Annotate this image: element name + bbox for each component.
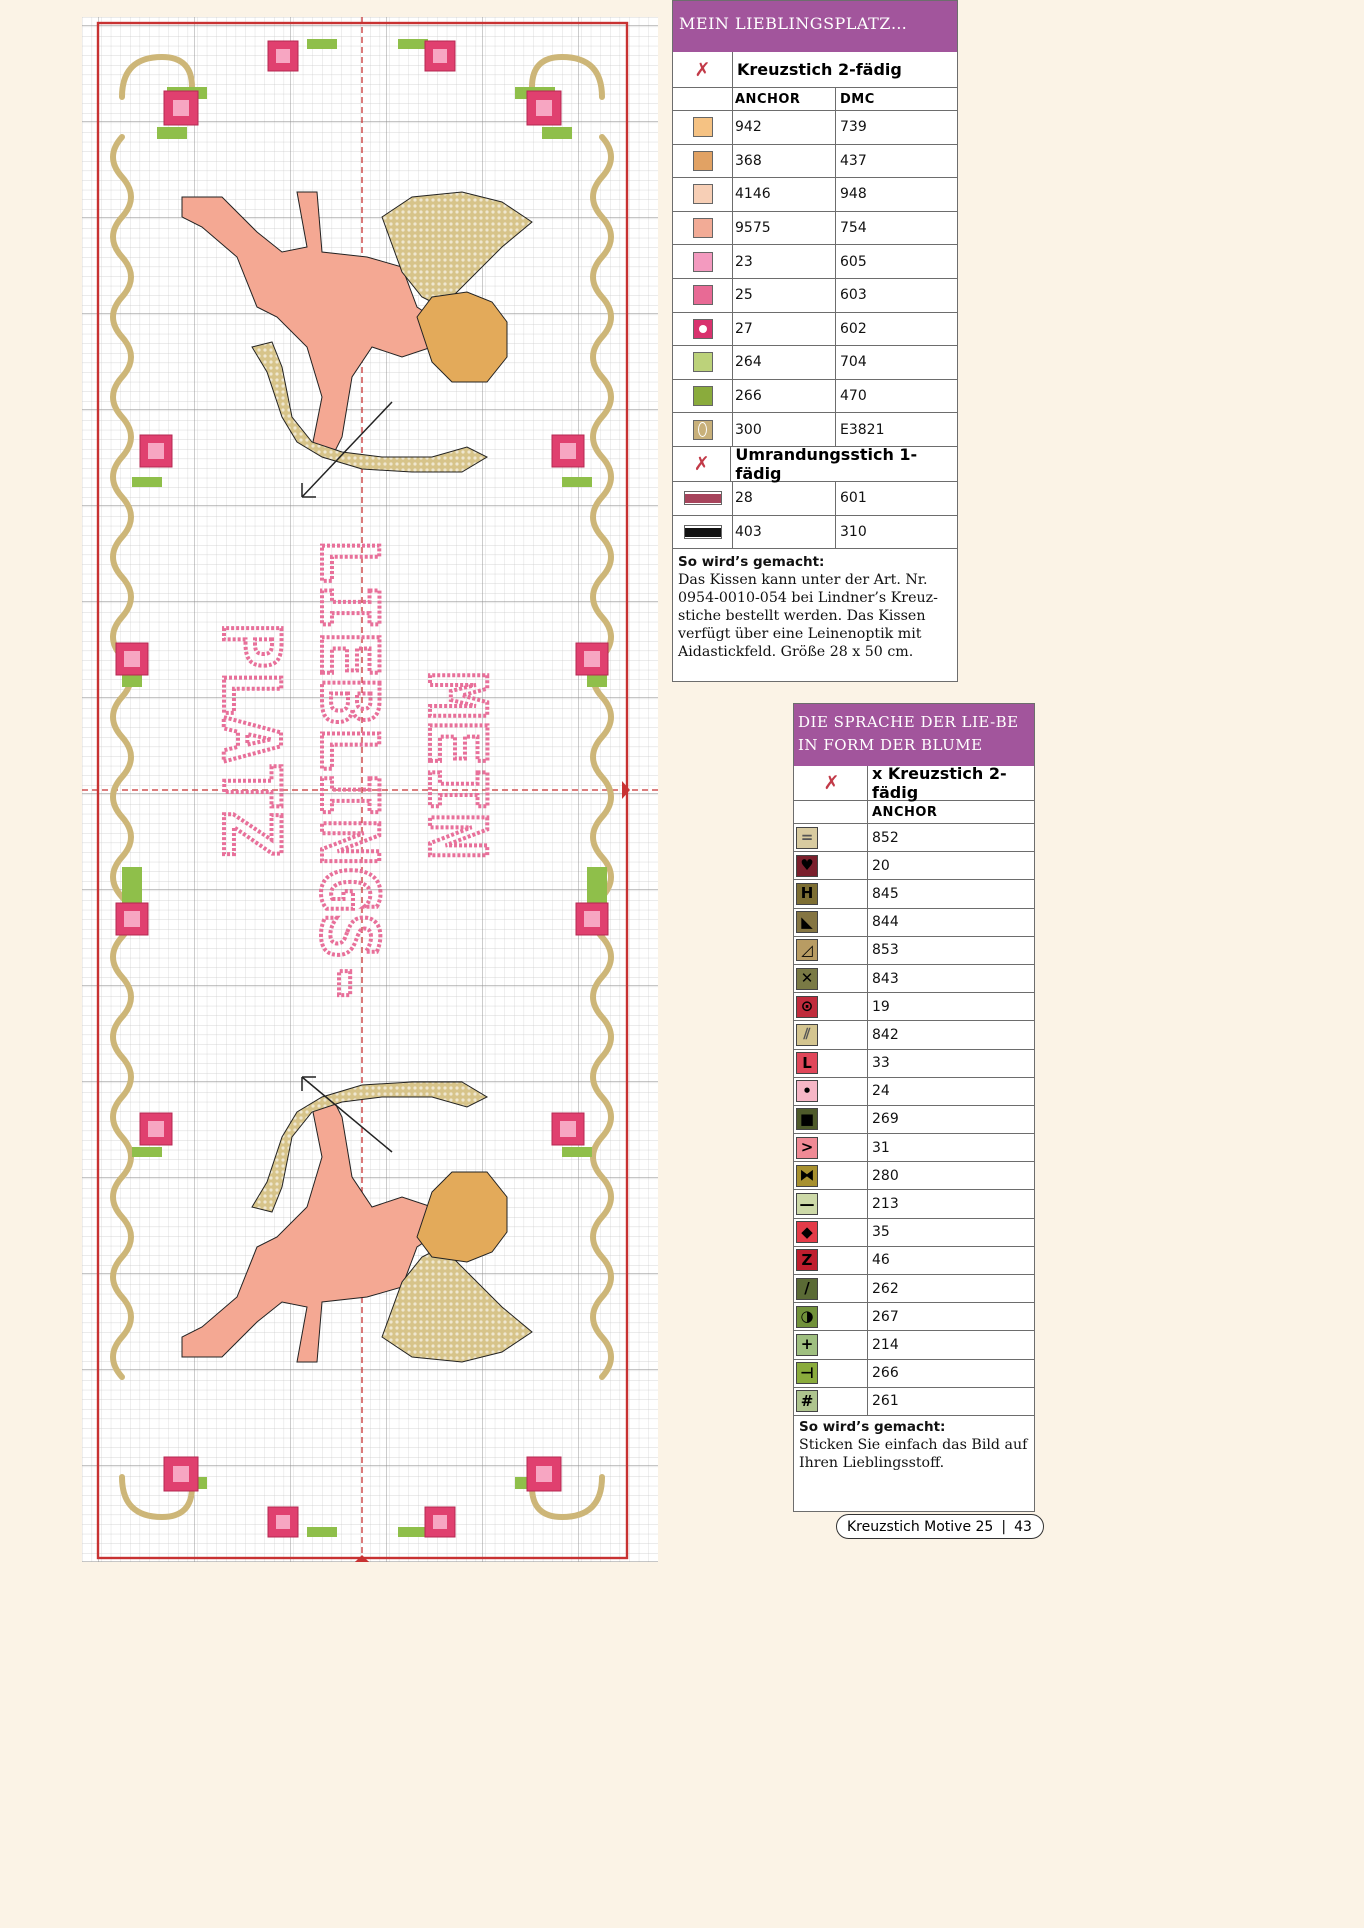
note-heading: So wird’s gemacht: xyxy=(678,554,825,571)
stitch-symbol-icon: ◆ xyxy=(796,1221,818,1243)
note-text: Sticken Sie einfach das Bild auf Ihren Lieblingsstoff. xyxy=(799,1436,1028,1471)
symbol-cell xyxy=(794,1247,868,1274)
color-row xyxy=(794,1303,1034,1331)
color-row xyxy=(794,1275,1034,1303)
anchor-value: 264 xyxy=(733,346,836,379)
section-label-2: Umrandungsstich 1-fädig xyxy=(735,444,918,483)
color-row xyxy=(794,1050,1034,1078)
color-row xyxy=(673,279,957,313)
anchor-value: 300 xyxy=(733,413,836,446)
color-swatch xyxy=(693,386,713,406)
color-swatch xyxy=(693,252,713,272)
stitch-symbol-icon: ⧓ xyxy=(796,1165,818,1187)
symbol-cell xyxy=(794,1388,868,1415)
anchor-value: 9575 xyxy=(733,212,836,245)
cross-stitch-icon: ✗ xyxy=(794,766,868,800)
anchor-value: 942 xyxy=(733,111,836,144)
section-header-row xyxy=(673,52,957,88)
symbol-cell xyxy=(794,937,868,964)
symbol-cell xyxy=(794,880,868,907)
color-swatch xyxy=(693,352,713,372)
column-header-row xyxy=(673,88,957,111)
anchor-value: 844 xyxy=(872,914,899,931)
stitch-symbol-icon: ■ xyxy=(796,1108,818,1130)
color-row xyxy=(794,824,1034,852)
anchor-value: 269 xyxy=(872,1111,899,1128)
symbol-cell xyxy=(794,1050,868,1077)
swatch-cell xyxy=(673,380,733,413)
symbol-cell xyxy=(794,1162,868,1189)
anchor-value: 31 xyxy=(872,1139,890,1156)
outline-stitch-swatch xyxy=(684,525,722,539)
chart-text-lieblings: LIEBLINGS- xyxy=(303,537,393,1007)
anchor-value: 852 xyxy=(872,829,899,846)
swatch-cell xyxy=(673,516,733,549)
dmc-value: 437 xyxy=(840,152,867,169)
dmc-value: E3821 xyxy=(840,421,885,438)
anchor-value: 46 xyxy=(872,1252,890,1269)
swatch-cell xyxy=(673,178,733,211)
anchor-value: 843 xyxy=(872,970,899,987)
anchor-value: 266 xyxy=(872,1365,899,1382)
stitch-symbol-icon: L xyxy=(796,1052,818,1074)
color-row xyxy=(673,380,957,414)
color-row xyxy=(794,1106,1034,1134)
anchor-value: 845 xyxy=(872,885,899,902)
chart-text-platz: PLATZ xyxy=(205,622,295,857)
col-dmc-header: DMC xyxy=(840,91,875,107)
instructions-note xyxy=(794,1416,1034,1472)
color-row xyxy=(673,111,957,145)
color-row xyxy=(794,993,1034,1021)
anchor-value: 368 xyxy=(733,145,836,178)
anchor-value: 23 xyxy=(733,245,836,278)
color-row xyxy=(673,482,957,516)
color-key-panel-blume xyxy=(793,703,1035,1512)
color-row xyxy=(794,1219,1034,1247)
footer-title: Kreuzstich Motive 25 xyxy=(847,1518,994,1535)
zero-icon xyxy=(693,420,713,440)
cross-stitch-icon: ✗ xyxy=(673,52,733,87)
dmc-value: 739 xyxy=(840,119,867,136)
stitch-symbol-icon: • xyxy=(796,1080,818,1102)
panel-title: DIE SPRACHE DER LIE-BE IN FORM DER BLUME xyxy=(794,704,1034,766)
color-row xyxy=(673,178,957,212)
chart-text-mein: MEIN xyxy=(411,672,501,860)
stitch-symbol-icon: — xyxy=(796,1193,818,1215)
swatch-cell xyxy=(673,313,733,346)
color-row xyxy=(673,516,957,550)
color-row xyxy=(673,245,957,279)
anchor-value: 262 xyxy=(872,1280,899,1297)
color-swatch xyxy=(693,184,713,204)
anchor-value: 4146 xyxy=(733,178,836,211)
symbol-cell xyxy=(794,909,868,936)
dmc-value: 704 xyxy=(840,354,867,371)
swatch-cell xyxy=(673,212,733,245)
circle-dot-icon xyxy=(693,319,713,339)
anchor-value: 853 xyxy=(872,942,899,959)
symbol-cell xyxy=(794,824,868,851)
anchor-value: 28 xyxy=(733,482,836,515)
anchor-value: 213 xyxy=(872,1196,899,1213)
color-row xyxy=(794,1190,1034,1218)
anchor-value: 280 xyxy=(872,1167,899,1184)
cross-stitch-icon: ✗ xyxy=(673,447,731,481)
swatch-cell xyxy=(673,245,733,278)
section-label: x Kreuzstich 2-fädig xyxy=(872,764,1007,802)
color-row xyxy=(794,1388,1034,1416)
color-swatch xyxy=(693,151,713,171)
outline-stitch-swatch xyxy=(684,491,722,505)
color-row xyxy=(794,1134,1034,1162)
instructions-note xyxy=(673,549,957,661)
symbol-cell xyxy=(794,1219,868,1246)
symbol-cell xyxy=(794,1134,868,1161)
stitch-symbol-icon: Z xyxy=(796,1249,818,1271)
chart-graphic xyxy=(82,17,658,1562)
stitch-symbol-icon: + xyxy=(796,1334,818,1356)
swatch-cell xyxy=(673,482,733,515)
dmc-value: 603 xyxy=(840,287,867,304)
anchor-value: 261 xyxy=(872,1393,899,1410)
anchor-value: 24 xyxy=(872,1083,890,1100)
swatch-cell xyxy=(673,279,733,312)
symbol-cell xyxy=(794,852,868,879)
stitch-symbol-icon: ◑ xyxy=(796,1306,818,1328)
color-swatch xyxy=(693,218,713,238)
color-swatch xyxy=(693,117,713,137)
anchor-value: 267 xyxy=(872,1308,899,1325)
color-row xyxy=(794,1078,1034,1106)
stitch-symbol-icon: > xyxy=(796,1137,818,1159)
symbol-cell xyxy=(794,993,868,1020)
symbol-cell xyxy=(794,965,868,992)
color-swatch xyxy=(693,285,713,305)
col-anchor-header: ANCHOR xyxy=(733,88,836,110)
stitch-symbol-icon: / xyxy=(796,1278,818,1300)
color-row xyxy=(673,346,957,380)
panel-title: MEIN LIEBLINGSPLATZ… xyxy=(673,1,957,52)
dmc-value: 754 xyxy=(840,220,867,237)
dmc-value: 310 xyxy=(840,523,867,540)
col-anchor-header: ANCHOR xyxy=(872,804,938,820)
section-header-row xyxy=(794,766,1034,801)
swatch-cell xyxy=(673,111,733,144)
swatch-cell xyxy=(673,145,733,178)
column-header-row xyxy=(794,801,1034,824)
color-row xyxy=(794,1247,1034,1275)
color-key-panel-lieblingsplatz xyxy=(672,0,958,682)
dmc-value: 601 xyxy=(840,490,867,507)
stitch-symbol-icon: ◿ xyxy=(796,939,818,961)
symbol-cell xyxy=(794,1106,868,1133)
color-row xyxy=(794,909,1034,937)
stitch-symbol-icon: = xyxy=(796,827,818,849)
color-row xyxy=(673,313,957,347)
dmc-value: 470 xyxy=(840,388,867,405)
color-row xyxy=(794,880,1034,908)
symbol-cell xyxy=(794,1331,868,1358)
section-label: Kreuzstich 2-fädig xyxy=(737,60,902,79)
anchor-value: 25 xyxy=(733,279,836,312)
color-row xyxy=(673,413,957,447)
anchor-value: 266 xyxy=(733,380,836,413)
swatch-cell xyxy=(673,413,733,446)
anchor-value: 33 xyxy=(872,1055,890,1072)
stitch-symbol-icon: ⊣ xyxy=(796,1362,818,1384)
page-footer xyxy=(836,1514,1044,1539)
symbol-cell xyxy=(794,1021,868,1048)
dmc-value: 605 xyxy=(840,253,867,270)
color-row xyxy=(673,145,957,179)
section-header-row-2 xyxy=(673,444,957,483)
stitch-symbol-icon: ✕ xyxy=(796,968,818,990)
stitch-symbol-icon: ⊙ xyxy=(796,996,818,1018)
dmc-value: 948 xyxy=(840,186,867,203)
anchor-value: 27 xyxy=(733,313,836,346)
color-row xyxy=(794,852,1034,880)
color-row xyxy=(794,965,1034,993)
anchor-value: 20 xyxy=(872,857,890,874)
symbol-cell xyxy=(794,1360,868,1387)
page-number: 43 xyxy=(1014,1518,1032,1535)
symbol-cell xyxy=(794,1303,868,1330)
color-row xyxy=(673,212,957,246)
color-row xyxy=(794,1021,1034,1049)
note-text: Das Kissen kann unter der Art. Nr. 0954-0010-054 bei Lindner’s Kreuz-stiche bestellt werden. Das Kissen verfügt über eine Leinenoptik mit Aidastickfeld. Größe 28 x 50 cm. xyxy=(678,572,938,661)
anchor-value: 403 xyxy=(733,516,836,549)
swatch-cell xyxy=(673,346,733,379)
symbol-cell xyxy=(794,1078,868,1105)
note-heading: So wird’s gemacht: xyxy=(799,1418,946,1435)
anchor-value: 842 xyxy=(872,1026,899,1043)
stitch-symbol-icon: ♥ xyxy=(796,855,818,877)
symbol-cell xyxy=(794,1190,868,1217)
color-row xyxy=(794,1331,1034,1359)
anchor-value: 19 xyxy=(872,998,890,1015)
footer-separator: | xyxy=(1001,1518,1007,1535)
stitch-symbol-icon: # xyxy=(796,1390,818,1412)
color-row xyxy=(794,1360,1034,1388)
color-row xyxy=(794,937,1034,965)
stitch-symbol-icon: ◣ xyxy=(796,911,818,933)
dmc-value: 602 xyxy=(840,320,867,337)
cross-stitch-chart xyxy=(82,17,658,1562)
stitch-symbol-icon: ⫽ xyxy=(796,1024,818,1046)
symbol-cell xyxy=(794,1275,868,1302)
color-row xyxy=(794,1162,1034,1190)
stitch-symbol-icon: H xyxy=(796,883,818,905)
anchor-value: 214 xyxy=(872,1336,899,1353)
anchor-value: 35 xyxy=(872,1224,890,1241)
